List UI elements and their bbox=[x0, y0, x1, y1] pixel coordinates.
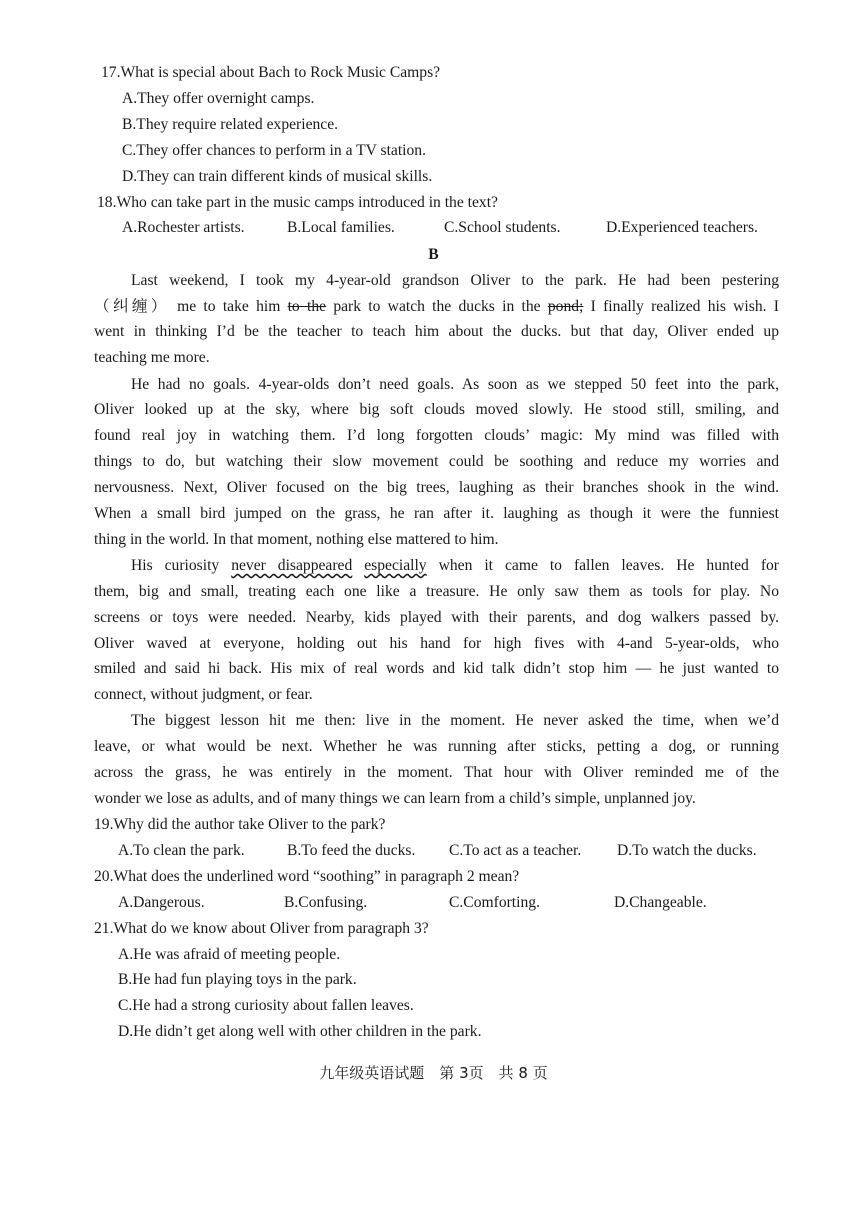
passage-p1-line1: Last weekend, I took my 4-year-old grandson Oliver to the park. He had been pestering bbox=[131, 272, 779, 289]
question-19-stem: 19.Why did the author take Oliver to the park? bbox=[94, 816, 386, 833]
question-18-option-a: A.Rochester artists. bbox=[122, 219, 245, 236]
passage-p1-line2-part3: park to watch the ducks in the bbox=[326, 298, 548, 315]
question-20-target-word: soothing bbox=[320, 868, 374, 885]
question-17-option-b: B.They require related experience. bbox=[122, 116, 339, 133]
passage-p1-line2-part1: （纠缠） me to take him bbox=[94, 298, 288, 315]
wavy-underlined-especially: especially bbox=[364, 557, 427, 574]
passage-p3-line1-part5: when it came to fallen leaves. He hunted for bbox=[426, 557, 780, 574]
passage-p3-line6: connect, without judgment, or fear. bbox=[94, 686, 313, 703]
question-18-option-c: C.School students. bbox=[444, 219, 561, 236]
question-20-option-d: D.Changeable. bbox=[614, 894, 707, 911]
question-21-option-b: B.He had fun playing toys in the park. bbox=[118, 971, 357, 988]
question-20-stem bbox=[94, 867, 519, 887]
passage-p2-line4: things to do, but watching their slow movement could be soothing and reduce my worries and bbox=[94, 453, 779, 470]
passage-p4-line2: leave, or what would be next. Whether he was running after sticks, petting a dog, or running bbox=[94, 738, 779, 755]
question-17-option-a: A.They offer overnight camps. bbox=[122, 90, 315, 107]
passage-p4-line1: The biggest lesson hit me then: live in the moment. He never asked the time, when we’d bbox=[131, 712, 779, 729]
question-20-stem-part1: 20.What does the underlined word “ bbox=[94, 868, 321, 885]
question-19-options bbox=[0, 841, 867, 861]
question-17-option-c: C.They offer chances to perform in a TV station. bbox=[122, 142, 426, 159]
passage-p1-line3: went in thinking I’d be the teacher to teach him about the ducks. but that day, Oliver ended up bbox=[94, 323, 779, 340]
passage-p3-line1-part1: His curiosity bbox=[131, 557, 232, 574]
question-21-option-d: D.He didn’t get along well with other children in the park. bbox=[118, 1023, 482, 1040]
section-b-heading: B bbox=[428, 246, 439, 263]
passage-p2-line5: nervousness. Next, Oliver focused on the big trees, laughing as their branches shook in the wind. bbox=[94, 479, 779, 496]
passage-p4-line4: wonder we lose as adults, and of many things we can learn from a child’s simple, unplanned joy. bbox=[94, 790, 696, 807]
question-19-option-a: A.To clean the park. bbox=[118, 842, 245, 859]
question-20-stem-part3: ” in paragraph 2 mean? bbox=[373, 868, 520, 885]
question-20-option-b: B.Confusing. bbox=[284, 894, 368, 911]
question-19-option-d: D.To watch the ducks. bbox=[617, 842, 757, 859]
passage-p3-line1-space bbox=[352, 557, 364, 574]
question-19-option-c: C.To act as a teacher. bbox=[449, 842, 582, 859]
question-18-stem: 18.Who can take part in the music camps introduced in the text? bbox=[97, 194, 498, 211]
struck-out-words: to the bbox=[287, 298, 327, 315]
question-20-option-c: C.Comforting. bbox=[449, 894, 540, 911]
passage-p3-line5: smiled and said hi back. His mix of real words and kid talk didn’t stop him — he just wanted to bbox=[94, 660, 779, 677]
question-21-stem: 21.What do we know about Oliver from paragraph 3? bbox=[94, 920, 429, 937]
passage-p4-line3: across the grass, he was entirely in the moment. That hour with Oliver reminded me of the bbox=[94, 764, 779, 781]
passage-p2-line6: When a small bird jumped on the grass, he ran after it. laughing as though it were the funniest bbox=[94, 505, 779, 522]
question-20-option-a: A.Dangerous. bbox=[118, 894, 205, 911]
question-17-option-d: D.They can train different kinds of musical skills. bbox=[122, 168, 433, 185]
passage-p2-line3: found real joy in watching them. I’d long forgotten clouds’ magic: My mind was filled with bbox=[94, 427, 779, 444]
struck-out-word-pond: pond; bbox=[547, 298, 584, 315]
question-19-option-b: B.To feed the ducks. bbox=[287, 842, 416, 859]
passage-p3-line2: them, big and small, treating each one like a treasure. He only saw them as tools for play. No bbox=[94, 583, 779, 600]
question-18-option-d: D.Experienced teachers. bbox=[606, 219, 758, 236]
question-18-options bbox=[0, 218, 867, 238]
question-21-option-c: C.He had a strong curiosity about fallen leaves. bbox=[118, 997, 414, 1014]
passage-p2-line7: thing in the world. In that moment, nothing else mattered to him. bbox=[94, 531, 499, 548]
question-21-option-a: A.He was afraid of meeting people. bbox=[118, 946, 341, 963]
passage-p2-line1: He had no goals. 4-year-olds don’t need goals. As soon as we stepped 50 feet into the park, bbox=[131, 376, 779, 393]
question-17-stem: 17.What is special about Bach to Rock Music Camps? bbox=[101, 64, 441, 81]
passage-p2-line2: Oliver looked up at the sky, where big soft clouds moved slowly. He stood still, smiling, and bbox=[94, 401, 779, 418]
page-footer: 九年级英语试题 第 3页 共 8 页 bbox=[319, 1064, 548, 1082]
question-20-options bbox=[0, 893, 867, 913]
wavy-underlined-never-disappeared: never disappeared bbox=[231, 557, 353, 574]
passage-p1-line2-part5: I finally realized his wish. I bbox=[583, 298, 779, 315]
passage-p1-line4: teaching me more. bbox=[94, 349, 210, 366]
question-18-option-b: B.Local families. bbox=[287, 219, 395, 236]
passage-p3-line3: screens or toys were needed. Nearby, kids played with their parents, and dog walkers passed by. bbox=[94, 609, 779, 626]
passage-p3-line4: Oliver waved at everyone, holding out his hand for high fives with 4-and 5-year-olds, who bbox=[94, 635, 779, 652]
